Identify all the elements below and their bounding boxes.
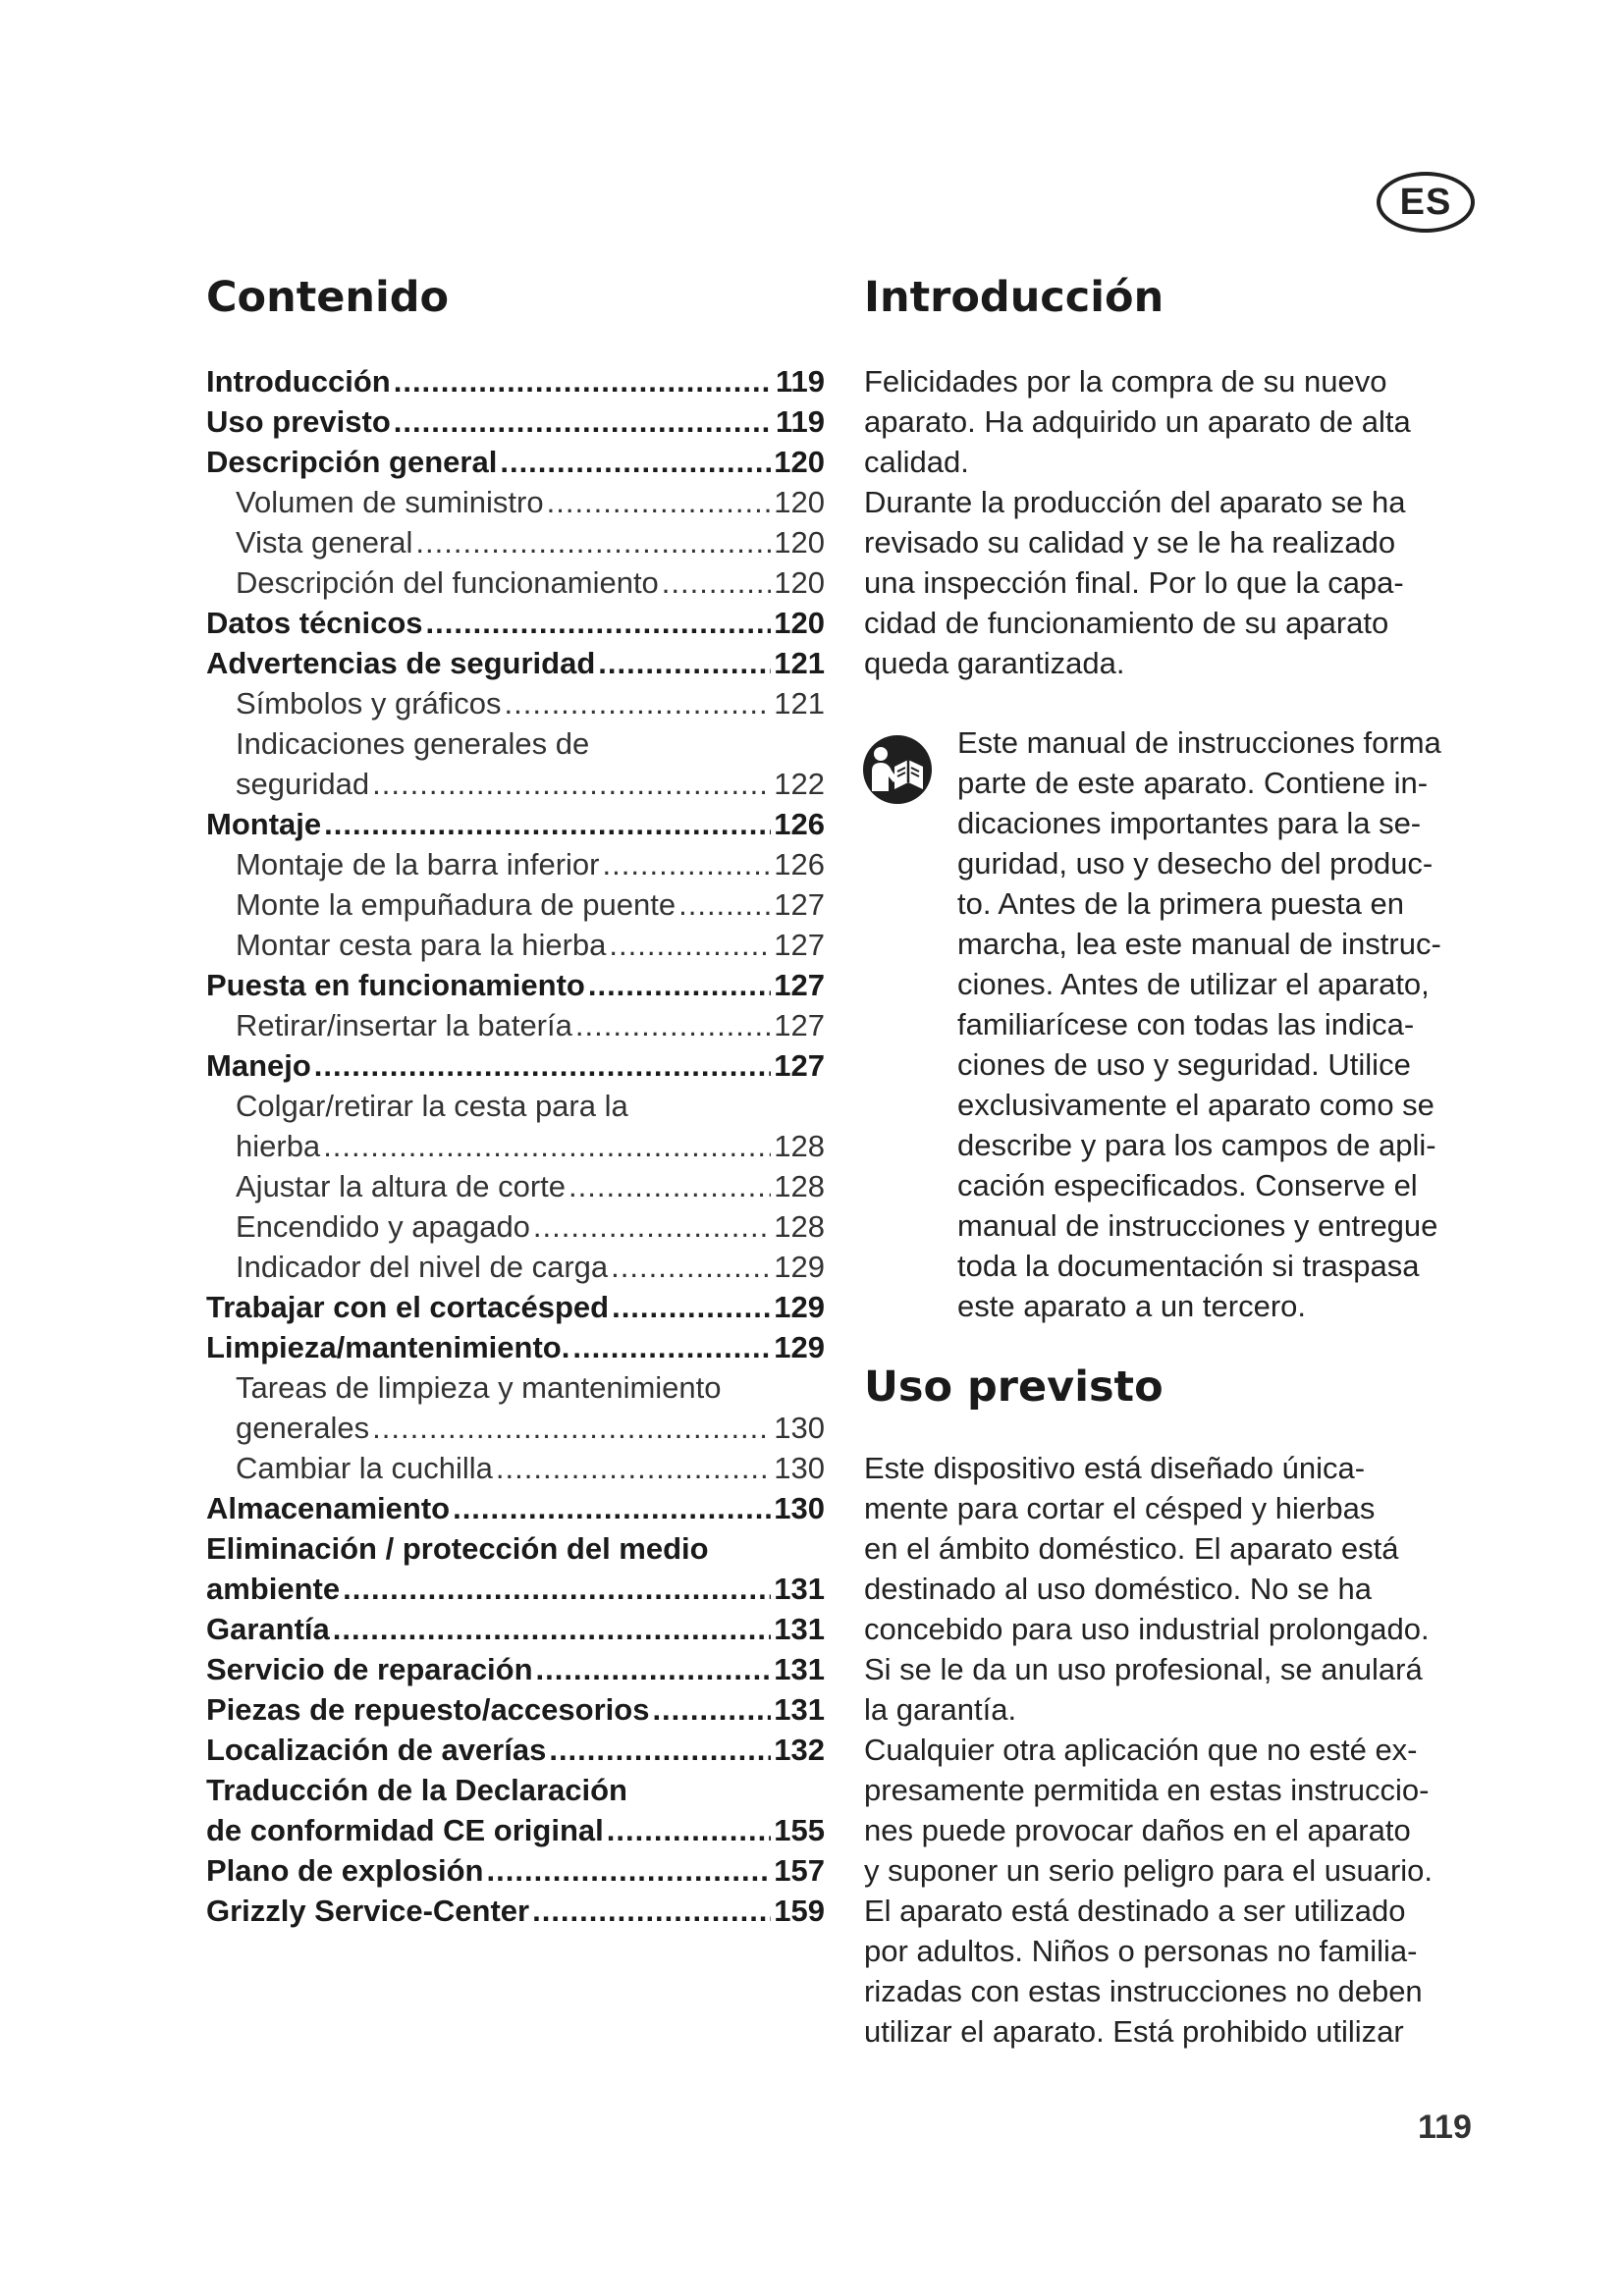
- toc-entry-page: 157: [774, 1853, 825, 1888]
- read-manual-icon: [862, 734, 933, 805]
- toc-entry-page: 127: [774, 887, 825, 922]
- toc-entry-title: Uso previsto: [206, 404, 391, 439]
- toc-entry-page: 121: [774, 646, 825, 680]
- toc-entry: [206, 764, 825, 804]
- toc-entry-page: 128: [774, 1129, 825, 1163]
- toc-leader-dots: [662, 562, 771, 603]
- toc-entry: [206, 1689, 825, 1730]
- toc-leader-dots: [652, 1689, 771, 1730]
- toc-entry-title: ambiente: [206, 1572, 341, 1606]
- toc-leader-dots: [549, 1730, 771, 1770]
- toc-entry-title: Montar cesta para la hierba: [236, 928, 607, 962]
- toc-entry-page: 131: [774, 1652, 825, 1686]
- text-line: Cualquier otra aplicación que no esté ex-: [864, 1733, 1418, 1767]
- toc-leader-dots: [324, 804, 771, 844]
- toc-entry: [206, 1086, 825, 1126]
- toc-leader-dots: [500, 442, 771, 482]
- text-line: revisado su calidad y se le ha realizado: [864, 525, 1396, 560]
- toc-entry: [206, 1327, 825, 1367]
- toc-entry: [206, 804, 825, 844]
- text-line: destinado al uso doméstico. No se ha: [864, 1572, 1372, 1606]
- introduccion-heading: Introducción: [864, 273, 1164, 322]
- toc-leader-dots: [394, 361, 773, 401]
- toc-entry-title: Símbolos y gráficos: [236, 686, 502, 721]
- toc-leader-dots: [598, 643, 771, 683]
- toc-leader-dots: [611, 1247, 771, 1287]
- text-line: aparato. Ha adquirido un aparato de alta: [864, 404, 1411, 439]
- toc-entry-title: Montaje de la barra inferior: [236, 847, 600, 881]
- toc-entry-page: 129: [774, 1250, 825, 1284]
- toc-entry: [206, 1287, 825, 1327]
- text-line: y suponer un serio peligro para el usuario.: [864, 1853, 1434, 1888]
- toc-leader-dots: [496, 1448, 771, 1488]
- toc-entry-title: Plano de explosión: [206, 1853, 484, 1888]
- toc-entry: [206, 1569, 825, 1609]
- toc-leader-dots: [568, 1166, 771, 1206]
- notice-line: parte de este aparato. Contiene in-: [957, 766, 1429, 800]
- toc-leader-dots: [415, 522, 771, 562]
- toc-entry-title: Puesta en funcionamiento: [206, 968, 585, 1002]
- toc-leader-dots: [588, 965, 771, 1005]
- toc-entry-title: Tareas de limpieza y mantenimiento: [236, 1370, 722, 1405]
- toc-entry-page: 130: [774, 1491, 825, 1525]
- toc-entry: [206, 603, 825, 643]
- toc-entry-page: 130: [774, 1411, 825, 1445]
- toc-entry: [206, 442, 825, 482]
- toc-entry: [206, 1649, 825, 1689]
- toc-entry: [206, 965, 825, 1005]
- toc-entry-page: 131: [774, 1572, 825, 1606]
- toc-entry-page: 129: [774, 1330, 825, 1364]
- toc-entry-title: Servicio de reparación: [206, 1652, 533, 1686]
- toc-entry-title: Retirar/insertar la batería: [236, 1008, 572, 1042]
- notice-line: toda la documentación si traspasa: [957, 1249, 1420, 1283]
- toc-entry: [206, 1166, 825, 1206]
- toc-entry-title: Descripción general: [206, 445, 498, 479]
- uso-previsto-heading: Uso previsto: [864, 1362, 1164, 1412]
- toc-entry: [206, 1528, 825, 1569]
- toc-leader-dots: [607, 1810, 772, 1850]
- uso-previsto-text: [864, 1448, 1512, 2052]
- toc-entry-page: 155: [774, 1813, 825, 1847]
- toc-entry-page: 127: [774, 1008, 825, 1042]
- notice-line: ciones de uso y seguridad. Utilice: [957, 1047, 1411, 1082]
- toc-entry: [206, 361, 825, 401]
- toc-entry-page: 159: [774, 1894, 825, 1928]
- toc-entry: [206, 522, 825, 562]
- toc-leader-dots: [394, 401, 773, 442]
- text-line: El aparato está destinado a ser utilizado: [864, 1894, 1406, 1928]
- toc-leader-dots: [602, 844, 771, 884]
- toc-entry-page: 127: [774, 1048, 825, 1083]
- toc-entry-title: Cambiar la cuchilla: [236, 1451, 493, 1485]
- toc-entry-page: 128: [774, 1209, 825, 1244]
- toc-entry-title: Indicador del nivel de carga: [236, 1250, 609, 1284]
- toc-leader-dots: [453, 1488, 771, 1528]
- notice-line: dicaciones importantes para la se-: [957, 806, 1422, 840]
- toc-entry: [206, 884, 825, 925]
- toc-leader-dots: [532, 1891, 771, 1931]
- toc-entry-page: 119: [775, 364, 825, 399]
- notice-line: marcha, lea este manual de instruc-: [957, 927, 1441, 961]
- toc-entry: [206, 723, 825, 764]
- toc-entry: [206, 1850, 825, 1891]
- text-line: concebido para uso industrial prolongado.: [864, 1612, 1430, 1646]
- toc-entry-title: Trabajar con el cortacésped: [206, 1290, 610, 1324]
- text-line: Durante la producción del aparato se ha: [864, 485, 1406, 519]
- toc-entry-page: 120: [774, 525, 825, 560]
- toc-entry: [206, 1206, 825, 1247]
- notice-line: to. Antes de la primera puesta en: [957, 886, 1404, 921]
- toc-entry-title: Montaje: [206, 807, 322, 841]
- toc-leader-dots: [343, 1569, 771, 1609]
- toc-entry-page: 126: [774, 807, 825, 841]
- toc-entry: [206, 1488, 825, 1528]
- notice-line: manual de instrucciones y entregue: [957, 1208, 1438, 1243]
- toc-entry-title: Eliminación / protección del medio: [206, 1531, 709, 1566]
- text-line: utilizar el aparato. Está prohibido utilizar: [864, 2014, 1404, 2049]
- toc-entry-title: Limpieza/mantenimiento.: [206, 1330, 570, 1364]
- toc-entry-title: Localización de averías: [206, 1733, 547, 1767]
- notice-line: cación especificados. Conserve el: [957, 1168, 1418, 1202]
- text-line: cidad de funcionamiento de su aparato: [864, 606, 1389, 640]
- toc-entry: [206, 1408, 825, 1448]
- toc-entry: [206, 844, 825, 884]
- toc-leader-dots: [575, 1005, 771, 1045]
- toc-entry-page: 132: [774, 1733, 825, 1767]
- toc-entry-title: Indicaciones generales de: [236, 726, 590, 761]
- toc-entry-title: Descripción del funcionamiento: [236, 565, 659, 600]
- toc-entry-page: 120: [774, 485, 825, 519]
- toc-leader-dots: [372, 764, 771, 804]
- notice-line: este aparato a un tercero.: [957, 1289, 1307, 1323]
- toc-entry-title: Manejo: [206, 1048, 311, 1083]
- toc-entry: [206, 1126, 825, 1166]
- toc-entry-title: Colgar/retirar la cesta para la: [236, 1089, 628, 1123]
- page-number: 119: [1418, 2109, 1472, 2146]
- toc-leader-dots: [572, 1327, 771, 1367]
- toc-leader-dots: [678, 884, 771, 925]
- toc-entry-title: Piezas de repuesto/accesorios: [206, 1692, 650, 1727]
- toc-entry-page: 129: [774, 1290, 825, 1324]
- toc-entry-title: Vista general: [236, 525, 413, 560]
- notice-line: exclusivamente el aparato como se: [957, 1088, 1435, 1122]
- toc-entry: [206, 1367, 825, 1408]
- language-badge: ES: [1377, 172, 1475, 233]
- toc-entry-title: Advertencias de seguridad: [206, 646, 596, 680]
- toc-entry: [206, 1448, 825, 1488]
- toc-entry: [206, 1891, 825, 1931]
- toc-entry-page: 131: [774, 1692, 825, 1727]
- introduccion-text: [864, 361, 1512, 683]
- toc-entry: [206, 1730, 825, 1770]
- toc-entry-page: 120: [774, 445, 825, 479]
- toc-leader-dots: [505, 683, 772, 723]
- toc-leader-dots: [612, 1287, 771, 1327]
- toc-entry-title: Ajustar la altura de corte: [236, 1169, 567, 1203]
- toc-entry-page: 122: [774, 767, 825, 801]
- toc-entry-title: hierba: [236, 1129, 321, 1163]
- text-line: rizadas con estas instrucciones no deben: [864, 1974, 1423, 2008]
- toc-leader-dots: [372, 1408, 771, 1448]
- text-line: mente para cortar el césped y hierbas: [864, 1491, 1376, 1525]
- toc-entry: [206, 1810, 825, 1850]
- toc-entry-title: Garantía: [206, 1612, 330, 1646]
- text-line: nes puede provocar daños en el aparato: [864, 1813, 1411, 1847]
- text-line: una inspección final. Por lo que la capa-: [864, 565, 1404, 600]
- text-line: presamente permitida en estas instruccio-: [864, 1773, 1430, 1807]
- toc-entry: [206, 401, 825, 442]
- toc-entry: [206, 643, 825, 683]
- toc-entry-page: 119: [775, 404, 825, 439]
- notice-line: familiarícese con todas las indica-: [957, 1007, 1415, 1041]
- toc-entry-page: 130: [774, 1451, 825, 1485]
- notice-line: guridad, uso y desecho del produc-: [957, 846, 1434, 881]
- text-line: Este dispositivo está diseñado única-: [864, 1451, 1366, 1485]
- toc-leader-dots: [323, 1126, 771, 1166]
- toc-entry-title: Almacenamiento: [206, 1491, 451, 1525]
- toc-leader-dots: [426, 603, 772, 643]
- text-line: por adultos. Niños o personas no familia-: [864, 1934, 1418, 1968]
- toc-entry-title: Traducción de la Declaración: [206, 1773, 627, 1807]
- toc-entry: [206, 1247, 825, 1287]
- toc-entry-title: Introducción: [206, 364, 391, 399]
- text-line: queda garantizada.: [864, 646, 1125, 680]
- toc-entry-title: Datos técnicos: [206, 606, 423, 640]
- toc-entry-title: de conformidad CE original: [206, 1813, 604, 1847]
- toc-entry-title: Volumen de suministro: [236, 485, 544, 519]
- toc-leader-dots: [609, 925, 771, 965]
- toc-entry-page: 127: [774, 968, 825, 1002]
- toc-entry: [206, 1609, 825, 1649]
- toc-entry-page: 127: [774, 928, 825, 962]
- toc-entry-page: 121: [774, 686, 825, 721]
- toc-entry-title: Grizzly Service-Center: [206, 1894, 530, 1928]
- toc-entry-title: Monte la empuñadura de puente: [236, 887, 677, 922]
- toc-leader-dots: [487, 1850, 772, 1891]
- notice-line: Este manual de instrucciones forma: [957, 725, 1441, 760]
- toc-entry: [206, 925, 825, 965]
- toc-entry-page: 128: [774, 1169, 825, 1203]
- notice-line: describe y para los campos de apli-: [957, 1128, 1436, 1162]
- toc-entry: [206, 1005, 825, 1045]
- text-line: en el ámbito doméstico. El aparato está: [864, 1531, 1399, 1566]
- toc-leader-dots: [547, 482, 772, 522]
- toc-leader-dots: [533, 1206, 771, 1247]
- toc-entry: [206, 683, 825, 723]
- toc-heading: Contenido: [206, 273, 450, 322]
- text-line: Felicidades por la compra de su nuevo: [864, 364, 1387, 399]
- toc-entry-page: 120: [774, 565, 825, 600]
- text-line: Si se le da un uso profesional, se anulará: [864, 1652, 1423, 1686]
- toc-entry-title: generales: [236, 1411, 370, 1445]
- notice-line: ciones. Antes de utilizar el aparato,: [957, 967, 1430, 1001]
- toc-entry-page: 126: [774, 847, 825, 881]
- toc-leader-dots: [314, 1045, 771, 1086]
- manual-notice-text: [957, 722, 1507, 1326]
- toc-entry: [206, 562, 825, 603]
- toc-entry-title: seguridad: [236, 767, 370, 801]
- toc-entry-page: 120: [774, 606, 825, 640]
- toc-leader-dots: [536, 1649, 772, 1689]
- toc-entry-page: 131: [774, 1612, 825, 1646]
- toc-entry-title: Encendido y apagado: [236, 1209, 530, 1244]
- toc-leader-dots: [333, 1609, 771, 1649]
- toc-entry: [206, 1770, 825, 1810]
- toc-entry: [206, 482, 825, 522]
- text-line: la garantía.: [864, 1692, 1017, 1727]
- text-line: calidad.: [864, 445, 969, 479]
- table-of-contents: [206, 361, 825, 1931]
- toc-entry: [206, 1045, 825, 1086]
